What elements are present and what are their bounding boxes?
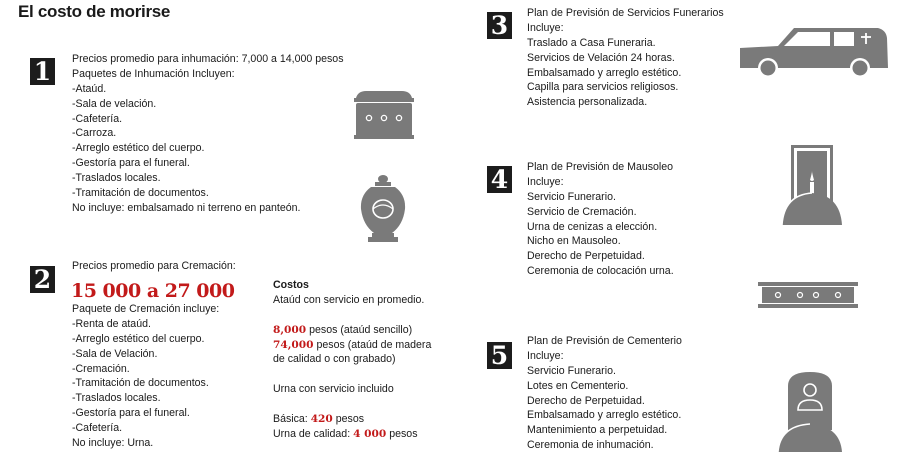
- simple-coffin-price: 8,000: [273, 323, 307, 336]
- tombstone-icon: [776, 370, 844, 454]
- section-3-line: Asistencia personalizada.: [527, 96, 648, 109]
- section-5-text: [527, 334, 682, 453]
- section-2-line: No incluye: Urna.: [72, 437, 154, 450]
- section-3-line: Capilla para servicios religiosos.: [527, 81, 679, 94]
- coffin-icon: [352, 88, 416, 140]
- section-1-line: Paquetes de Inhumación Incluyen:: [72, 67, 235, 80]
- section-2-text: [72, 302, 219, 451]
- section-1-line: -Tramitación de documentos.: [72, 187, 209, 200]
- section-1-line: -Sala de velación.: [72, 97, 157, 110]
- section-4-line: Incluye:: [527, 175, 564, 188]
- basic-urn-cost: [273, 412, 431, 427]
- section-2-line: -Sala de Velación.: [72, 347, 158, 360]
- section-5-line: Servicio Funerario.: [527, 364, 616, 377]
- basic-urn-unit: pesos: [332, 413, 365, 426]
- wood-coffin-text-2: de calidad o con grabado): [273, 353, 396, 366]
- basic-urn-price: 420: [310, 413, 333, 426]
- section-4-text: [527, 160, 674, 279]
- section-3-line: Embalsamado y arreglo estético.: [527, 66, 682, 79]
- wood-coffin-price: 74,000: [273, 338, 314, 351]
- section-number-1: 1: [30, 58, 55, 85]
- section-1-line: -Carroza.: [72, 127, 117, 140]
- cremation-price-range: 15 000 a 27 000: [71, 280, 235, 302]
- section-1-line: -Arreglo estético del cuerpo.: [72, 142, 205, 155]
- urn-cost-line: Urna con servicio incluido: [273, 383, 394, 396]
- section-2-line: -Renta de ataúd.: [72, 317, 151, 330]
- section-5-line: Lotes en Cementerio.: [527, 379, 629, 392]
- section-5-line: Mantenimiento a perpetuidad.: [527, 424, 668, 437]
- section-4-line: Nicho en Mausoleo.: [527, 235, 621, 248]
- coffin-cost-line: Ataúd con servicio en promedio.: [273, 293, 425, 306]
- section-2-line: Paquete de Cremación incluye:: [72, 303, 220, 315]
- section-number-4: 4: [487, 166, 512, 193]
- wood-coffin-cost: [273, 338, 431, 353]
- mausoleum-niche-icon: [780, 143, 844, 227]
- section-2-intro: Precios promedio para Cremación:: [72, 260, 236, 272]
- basic-urn-label: Básica:: [273, 413, 311, 426]
- section-2-line: -Tramitación de documentos.: [72, 377, 209, 390]
- section-1-line: -Ataúd.: [72, 82, 107, 95]
- section-4-line: Servicio Funerario.: [527, 190, 616, 203]
- urn-icon: [358, 175, 408, 243]
- section-3-line: Incluye:: [527, 21, 564, 34]
- section-1-line: -Gestoría para el funeral.: [72, 157, 190, 170]
- section-2-line: -Traslados locales.: [72, 392, 161, 405]
- urn-tray-icon: [756, 280, 860, 310]
- section-1-text: [72, 52, 344, 216]
- simple-coffin-text: pesos (ataúd sencillo): [306, 323, 413, 336]
- hearse-icon: [738, 24, 890, 82]
- page-title: El costo de morirse: [18, 2, 171, 21]
- section-3-text: [527, 6, 724, 110]
- simple-coffin-cost: [273, 323, 431, 338]
- section-number-3: 3: [487, 12, 512, 39]
- quality-urn-cost: [273, 427, 431, 442]
- section-5-line: Derecho de Perpetuidad.: [527, 394, 645, 407]
- section-2-line: -Cremación.: [72, 362, 130, 375]
- section-4-line: Urna de cenizas a elección.: [527, 220, 658, 233]
- section-4-line: Derecho de Perpetuidad.: [527, 250, 645, 263]
- costs-block: [273, 278, 431, 442]
- section-number-2: 2: [30, 266, 55, 293]
- costs-heading: Costos: [273, 279, 309, 291]
- section-3-line: Traslado a Casa Funeraria.: [527, 36, 656, 49]
- section-4-line: Ceremonia de colocación urna.: [527, 265, 674, 278]
- section-4-line: Plan de Previsión de Mausoleo: [527, 161, 674, 173]
- section-1-line: -Cafetería.: [72, 112, 123, 125]
- quality-urn-unit: pesos: [386, 427, 418, 440]
- section-number-5: 5: [487, 342, 512, 369]
- section-3-line: Servicios de Velación 24 horas.: [527, 51, 675, 64]
- section-2-line: -Gestoría para el funeral.: [72, 407, 190, 420]
- section-2-line: -Arreglo estético del cuerpo.: [72, 332, 205, 345]
- wood-coffin-text: pesos (ataúd de madera: [313, 338, 432, 351]
- section-3-line: Plan de Previsión de Servicios Funerarios: [527, 7, 724, 19]
- section-5-line: Embalsamado y arreglo estético.: [527, 409, 682, 422]
- section-4-line: Servicio de Cremación.: [527, 205, 637, 218]
- section-1-line: -Traslados locales.: [72, 172, 161, 185]
- quality-urn-price: 4 000: [353, 427, 387, 440]
- quality-urn-label: Urna de calidad:: [273, 427, 354, 440]
- section-5-line: Ceremonia de inhumación.: [527, 439, 654, 452]
- section-1-line: No incluye: embalsamado ni terreno en panteón.: [72, 201, 301, 214]
- section-5-line: Plan de Previsión de Cementerio: [527, 335, 682, 347]
- section-1-line: Precios promedio para inhumación: 7,000 a 14,000 pesos: [72, 53, 344, 65]
- section-5-line: Incluye:: [527, 349, 564, 362]
- section-2-line: -Cafetería.: [72, 422, 123, 435]
